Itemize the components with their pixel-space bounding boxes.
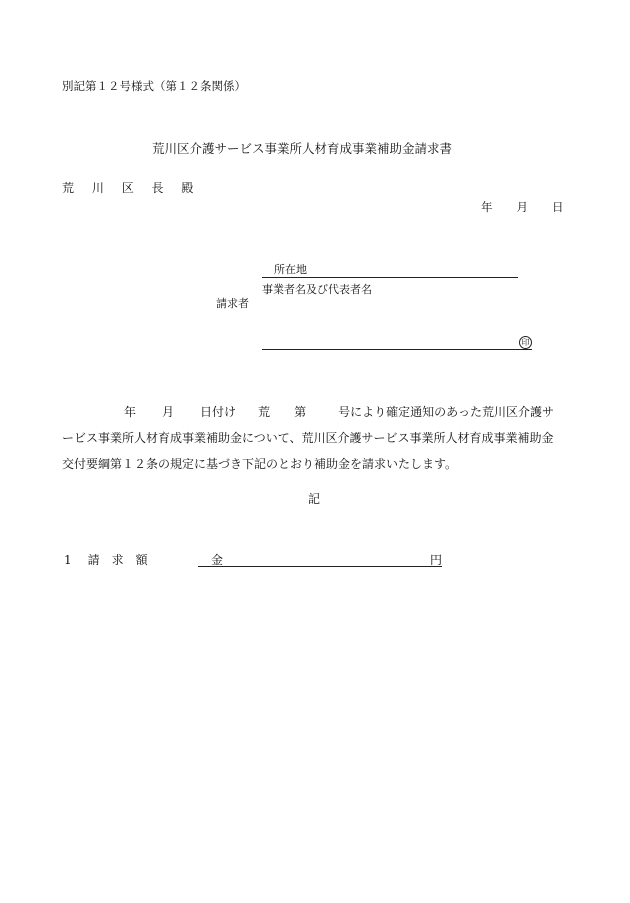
business-name-label: 事業者名及び代表者名 [262,283,372,296]
signature-underline [262,349,532,350]
body-dai: 第 [294,405,307,419]
addressee-char: 殿 [181,181,194,195]
kin-label: 金 [211,553,224,567]
body-ara: 荒 [258,405,271,419]
addressee-char: 長 [151,181,164,195]
amount-label-char: 額 [135,553,148,567]
date-day: 日 [552,200,564,214]
amount-label-char: 求 [111,553,124,567]
yen-label: 円 [430,553,443,567]
body-year: 年 [124,405,137,419]
item-number: 1 [64,553,72,567]
address-label: 所在地 [274,263,307,276]
address-underline [262,277,518,278]
body-dated: 日付け [200,405,237,419]
body-line-2: ービス事業所人材育成事業補助金について、荒川区介護サービス事業所人材育成事業補助金 [62,431,554,445]
body-month: 月 [162,405,175,419]
ki-heading: 記 [308,492,321,506]
body-line-1 [62,399,572,425]
seal-mark [519,336,532,349]
addressee-char: 区 [121,181,134,195]
amount-label [88,553,160,567]
addressee-char: 荒 [62,181,75,195]
seal-char: 印 [519,336,532,349]
amount-label-char: 請 [87,553,100,567]
request-body [62,399,572,477]
addressee-char: 川 [91,181,104,195]
body-line-3: 交付要綱第１２条の規定に基づき下記のとおり補助金を請求いたします。 [62,457,458,471]
amount-row [64,554,160,566]
body-line-1-rest: 号により確定通知のあった荒川区介護サ [338,405,554,419]
document-title: 荒川区介護サービス事業所人材育成事業補助金請求書 [152,141,453,156]
amount-underline [198,566,442,567]
claimant-label: 請求者 [216,297,249,310]
date-month: 月 [516,200,528,214]
form-number: 別記第１２号様式（第１２条関係） [62,79,246,93]
addressee [62,182,207,194]
date-line [481,202,564,214]
date-year: 年 [481,200,493,214]
